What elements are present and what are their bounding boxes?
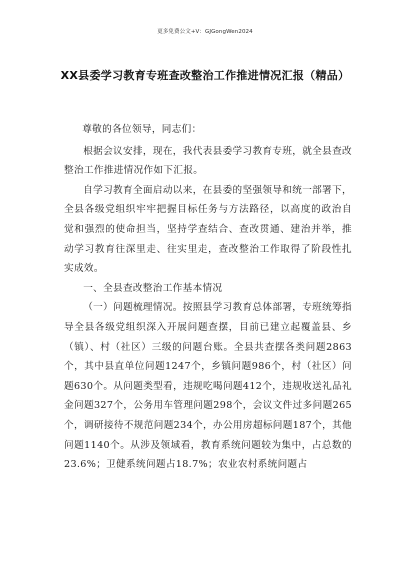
section-heading: 一、全县查改整治工作基本情况 [83,282,223,294]
header-note: 更多免费公文+V：GJGongWen2024 [157,29,253,35]
paragraph-opening: 根据会议安排，现在，我代表县委学习教育专班，就全县查改整治工作推进情况作如下汇报。 [64,145,352,177]
paragraph-intro: 自学习教育全面启动以来，在县委的坚强领导和统一部署下，全县各级党组织牢牢把握目标任务与方法路径，以高度的政治自觉和强烈的使命担当，坚持学查结合、查改贯通、建治并举，推动学习教育往深里走、往实里走，查改整治工作取得了阶段性扎实成效。 [64,184,352,275]
salutation: 尊敬的各位领导，同志们： [82,124,202,135]
document-body [64,120,352,475]
document-title: XX县委学习教育专班查改整治工作推进情况汇报（精品） [60,69,350,82]
paragraph-problem-review: （一）问题梳理情况。按照县学习教育总体部署，专班统筹指导全县各级党组织深入开展问题查摆，目前已建立起覆盖县、乡（镇）、村（社区）三级的问题台账。全县共查摆各类问题2863个，其中县直单位问题1247个，乡镇问题986个，村（社区）问题630个。从问题类型看，违规吃喝问题412个，违规收送礼品礼金问题327个，公务用车管理问题298个，会议文件过多问题265个，调研接待不规范问题234个，办公用房超标问题187个，其他问题1140个。从涉及领域看，教育系统问题较为集中，占总数的23.6%；卫健系统问题占18.7%；农业农村系统问题占 [64,302,352,471]
